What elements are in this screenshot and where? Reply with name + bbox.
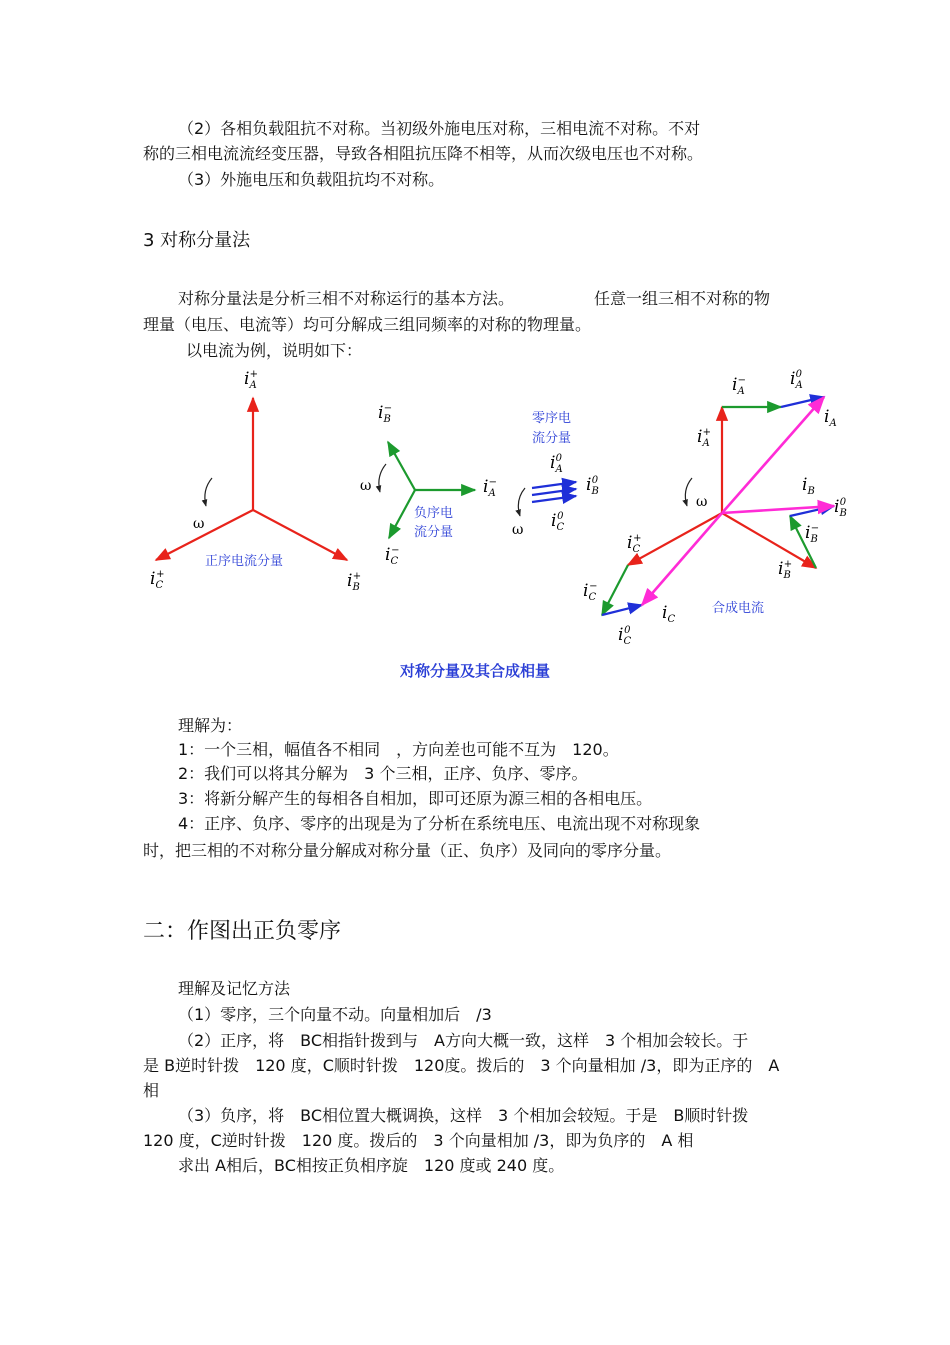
positive-sequence-group	[150, 369, 361, 593]
rotation-arrow-icon	[518, 488, 525, 516]
section-heading: 二：作图出正负零序	[143, 919, 342, 944]
omega-label: ω	[696, 494, 708, 510]
label-ia-zero: $i_A0$	[790, 369, 803, 391]
label-ib: $i_B$	[802, 475, 815, 497]
text-line: （3）外施电压和负载阻抗均不对称。	[178, 170, 445, 189]
text-line: 1：一个三相，幅值各不相同 ，方向差也可能不互为 120。	[178, 740, 619, 759]
label-ic-minus: $i_C-$	[385, 545, 400, 567]
text-line: 理解及记忆方法	[178, 979, 291, 998]
text-line: 任意一组三相不对称的物	[594, 289, 771, 308]
text-line: （1）零序，三个向量不动。向量相加后 /3	[178, 1005, 492, 1024]
resultant-ic-zero-vector	[602, 605, 642, 615]
positive-sequence-label: 正序电流分量	[205, 554, 284, 569]
negative-sequence-label-1: 负序电	[414, 506, 454, 521]
positive-c-vector	[156, 510, 253, 560]
text-line: 3：将新分解产生的每相各自相加，即可还原为源三相的各相电压。	[178, 789, 653, 808]
rotation-arrow-icon	[205, 478, 212, 506]
negative-c-vector	[389, 490, 415, 538]
resultant-group	[583, 369, 847, 647]
label-ia-plus: $i_A+$	[697, 427, 712, 449]
text-line: （2）正序，将 BC相指针拨到与 A方向大概一致，这样 3 个相加会较长。于	[178, 1031, 749, 1050]
text-line: 称的三相电流流经变压器，导致各相阻抗压降不相等，从而次级电压也不对称。	[143, 144, 704, 163]
label-ia-plus: $i_A+$	[244, 369, 259, 391]
text-line: 求出 A相后，BC相按正负相序旋 120 度或 240 度。	[178, 1156, 565, 1175]
label-ic-minus: $i_C-$	[583, 581, 598, 603]
zero-c-vector	[532, 496, 576, 502]
text-line: 以电流为例，说明如下：	[186, 341, 363, 360]
label-ic-zero: $i_C0$	[618, 625, 632, 647]
label-ib-plus: $i_B+$	[347, 571, 362, 593]
label-ia-zero: $i_A0$	[550, 453, 563, 475]
resultant-ic-minus-vector	[602, 565, 628, 615]
label-ic-plus: $i_C+$	[627, 533, 642, 555]
resultant-ic-plus-vector	[628, 513, 722, 565]
label-ib-zero: $i_B0$	[586, 475, 599, 497]
label-ia-minus: $i_A-$	[732, 375, 747, 397]
diagram-caption: 对称分量及其合成相量	[400, 662, 551, 680]
label-ic: $i_C$	[662, 603, 676, 625]
text-line: 时，把三相的不对称分量分解成对称分量（正、负序）及同向的零序分量。	[143, 841, 672, 860]
text-line: （3）负序，将 BC相位置大概调换，这样 3 个相加会较短。于是 B顺时针拨	[178, 1106, 749, 1125]
negative-b-vector	[388, 442, 415, 490]
text-line: 是 B逆时针拨 120 度，C顺时针拨 120度。拨后的 3 个向量相加 /3，即为正序的 A	[143, 1056, 780, 1075]
zero-sequence-label-2: 流分量	[532, 431, 572, 446]
label-ib-zero: $i_B0$	[834, 497, 847, 519]
rotation-arrow-icon	[379, 464, 386, 492]
label-ib-minus: $i_B-$	[805, 523, 820, 545]
zero-sequence-group	[512, 410, 599, 538]
text-line: 理量（电压、电流等）均可分解成三组同频率的对称的物理量。	[143, 315, 592, 334]
text-line: 相	[143, 1081, 160, 1100]
text-line: （2）各相负载阻抗不对称。当初级外施电压对称，三相电流不对称。不对	[178, 119, 701, 138]
label-ib-plus: $i_B+$	[778, 559, 793, 581]
negative-sequence-label-2: 流分量	[414, 525, 454, 540]
resultant-label: 合成电流	[712, 601, 765, 616]
negative-sequence-group	[360, 403, 497, 567]
section-heading: 3 对称分量法	[143, 230, 251, 251]
zero-sequence-label-1: 零序电	[532, 411, 572, 426]
resultant-ic-vector	[642, 513, 722, 605]
symmetric-components-diagram	[140, 360, 860, 690]
text-line: 120 度，C逆时针拨 120 度。拨后的 3 个向量相加 /3，即为负序的 A 相	[143, 1131, 694, 1150]
text-line: 对称分量法是分析三相不对称运行的基本方法。	[178, 289, 515, 308]
omega-label: ω	[360, 478, 372, 494]
omega-label: ω	[512, 522, 524, 538]
label-ia: $i_A$	[824, 407, 837, 429]
label-ib-minus: $i_B-$	[378, 403, 393, 425]
zero-b-vector	[532, 489, 576, 495]
label-ic-zero: $i_C0$	[551, 511, 565, 533]
text-line: 4：正序、负序、零序的出现是为了分析在系统电压、电流出现不对称现象	[178, 814, 701, 833]
positive-b-vector	[253, 510, 347, 560]
label-ia-minus: $i_A-$	[483, 477, 498, 499]
text-line: 理解为：	[178, 716, 243, 735]
zero-a-vector	[532, 482, 576, 488]
rotation-arrow-icon	[685, 478, 692, 506]
label-ic-plus: $i_C+$	[150, 569, 165, 591]
omega-label: ω	[193, 516, 205, 532]
text-line: 2：我们可以将其分解为 3 个三相，正序、负序、零序。	[178, 764, 588, 783]
